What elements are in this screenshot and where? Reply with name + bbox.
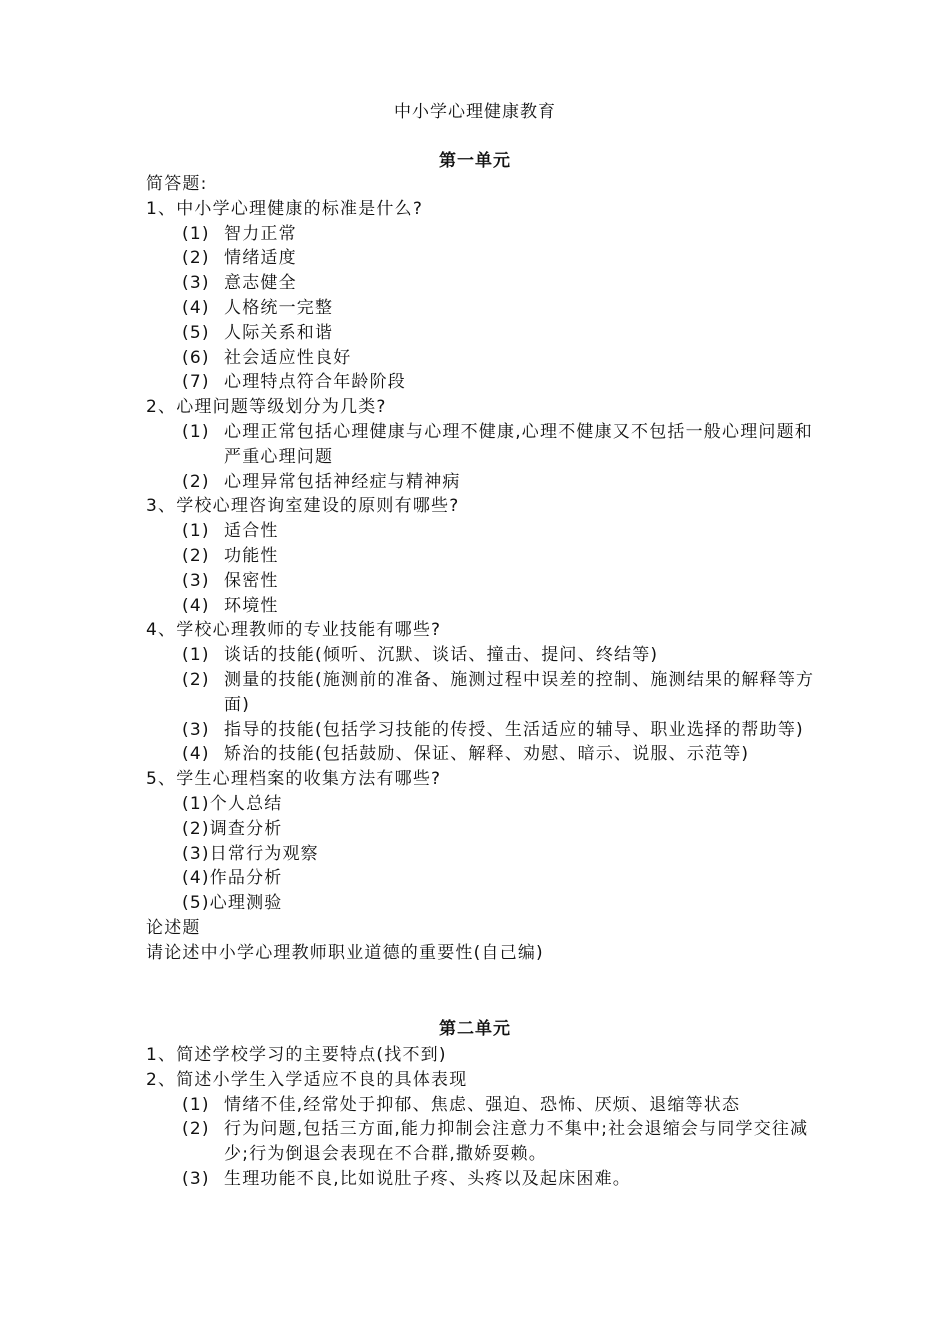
answer-item bbox=[146, 1093, 826, 1118]
answer-text: 心理测验 bbox=[209, 893, 283, 914]
answer-item bbox=[146, 643, 826, 668]
answer-text: 智力正常 bbox=[224, 223, 297, 244]
answer-text: 谈话的技能(倾听、沉默、谈话、撞击、提问、终结等) bbox=[224, 645, 659, 666]
answer-number: (4) bbox=[182, 297, 210, 318]
answer-text: 意志健全 bbox=[224, 273, 297, 294]
answer-item bbox=[146, 519, 826, 544]
answer-number: (1) bbox=[182, 421, 210, 442]
answer-text: 调查分析 bbox=[209, 818, 283, 839]
answer-number: (5) bbox=[182, 322, 210, 343]
answer-item bbox=[146, 594, 826, 619]
answer-text: 环境性 bbox=[224, 595, 279, 616]
answer-number: (3) bbox=[182, 719, 210, 740]
answer-number: (1) bbox=[182, 645, 210, 666]
answer-item bbox=[146, 817, 826, 842]
answer-text: 人际关系和谐 bbox=[224, 322, 334, 343]
answer-item bbox=[146, 370, 826, 395]
question-3: 3、学校心理咨询室建设的原则有哪些? bbox=[146, 496, 460, 517]
answer-number: (2) bbox=[182, 818, 210, 839]
document-title: 中小学心理健康教育 bbox=[394, 102, 556, 122]
answer-text: 心理异常包括神经症与精神病 bbox=[224, 471, 461, 492]
answer-item bbox=[146, 271, 826, 296]
answer-text: 功能性 bbox=[224, 545, 279, 566]
answer-number: (4) bbox=[182, 868, 210, 889]
essay-label: 论述题 bbox=[146, 917, 201, 938]
answer-item bbox=[146, 668, 826, 718]
answer-text: 心理正常包括心理健康与心理不健康,心理不健康又不包括一般心理问题和严重心理问题 bbox=[224, 421, 814, 467]
answer-text: 矫治的技能(包括鼓励、保证、解释、劝慰、暗示、说服、示范等) bbox=[224, 744, 750, 765]
answer-number: (2) bbox=[182, 1119, 210, 1140]
unit-2-content bbox=[146, 1043, 826, 1192]
answer-number: (3) bbox=[182, 1168, 210, 1189]
answer-item bbox=[146, 296, 826, 321]
answer-item bbox=[146, 866, 826, 891]
answer-number: (4) bbox=[182, 595, 210, 616]
question-4: 4、学校心理教师的专业技能有哪些? bbox=[146, 620, 442, 641]
unit-1-title: 第一单元 bbox=[439, 151, 511, 171]
answer-text: 行为问题,包括三方面,能力抑制会注意力不集中;社会退缩会与同学交往减少;行为倒退会表现在不合群,撒娇耍赖。 bbox=[224, 1119, 809, 1165]
answer-number: (2) bbox=[182, 248, 210, 269]
answer-item bbox=[146, 792, 826, 817]
answer-item bbox=[146, 346, 826, 371]
answer-text: 生理功能不良,比如说肚子疼、头疼以及起床困难。 bbox=[224, 1168, 632, 1189]
answer-number: (2) bbox=[182, 545, 210, 566]
answer-number: (3) bbox=[182, 273, 210, 294]
answer-text: 适合性 bbox=[224, 521, 279, 542]
unit-2-question-2: 2、简述小学生入学适应不良的具体表现 bbox=[146, 1069, 468, 1090]
answer-text: 社会适应性良好 bbox=[224, 347, 352, 368]
answer-number: (7) bbox=[182, 372, 210, 393]
answer-text: 日常行为观察 bbox=[209, 843, 319, 864]
answer-text: 情绪适度 bbox=[224, 248, 297, 269]
answer-text: 心理特点符合年龄阶段 bbox=[224, 372, 406, 393]
answer-item bbox=[146, 891, 826, 916]
answer-item bbox=[146, 1167, 826, 1192]
essay-question: 请论述中小学心理教师职业道德的重要性(自己编) bbox=[146, 942, 544, 963]
answer-number: (2) bbox=[182, 669, 210, 690]
answer-item bbox=[146, 420, 826, 470]
answer-text: 保密性 bbox=[224, 570, 279, 591]
short-answer-label: 简答题: bbox=[146, 174, 208, 194]
answer-text: 作品分析 bbox=[209, 868, 283, 889]
answer-number: (4) bbox=[182, 744, 210, 765]
answer-text: 情绪不佳,经常处于抑郁、焦虑、强迫、恐怖、厌烦、退缩等状态 bbox=[224, 1094, 741, 1115]
answer-item bbox=[146, 1117, 826, 1167]
answer-number: (5) bbox=[182, 893, 210, 914]
unit-2-title: 第二单元 bbox=[439, 1019, 511, 1039]
answer-item bbox=[146, 569, 826, 594]
question-1: 1、中小学心理健康的标准是什么? bbox=[146, 198, 424, 219]
answer-item bbox=[146, 842, 826, 867]
answer-item bbox=[146, 222, 826, 247]
answer-number: (1) bbox=[182, 793, 210, 814]
answer-item bbox=[146, 544, 826, 569]
answer-item bbox=[146, 321, 826, 346]
unit-2-question-1: 1、简述学校学习的主要特点(找不到) bbox=[146, 1045, 447, 1065]
answer-number: (6) bbox=[182, 347, 210, 368]
unit-1-content bbox=[146, 172, 826, 966]
answer-item bbox=[146, 718, 826, 743]
answer-number: (1) bbox=[182, 521, 210, 542]
answer-number: (3) bbox=[182, 843, 210, 864]
answer-number: (1) bbox=[182, 1094, 210, 1115]
answer-text: 人格统一完整 bbox=[224, 297, 334, 318]
answer-item bbox=[146, 246, 826, 271]
answer-number: (2) bbox=[182, 471, 210, 492]
question-2: 2、心理问题等级划分为几类? bbox=[146, 397, 387, 418]
answer-number: (3) bbox=[182, 570, 210, 591]
answer-text: 个人总结 bbox=[209, 793, 283, 814]
answer-item bbox=[146, 470, 826, 495]
answer-text: 指导的技能(包括学习技能的传授、生活适应的辅导、职业选择的帮助等) bbox=[224, 719, 804, 740]
question-5: 5、学生心理档案的收集方法有哪些? bbox=[146, 769, 442, 790]
answer-item bbox=[146, 742, 826, 767]
answer-text: 测量的技能(施测前的准备、施测过程中误差的控制、施测结果的解释等方面) bbox=[224, 669, 815, 715]
answer-number: (1) bbox=[182, 223, 210, 244]
